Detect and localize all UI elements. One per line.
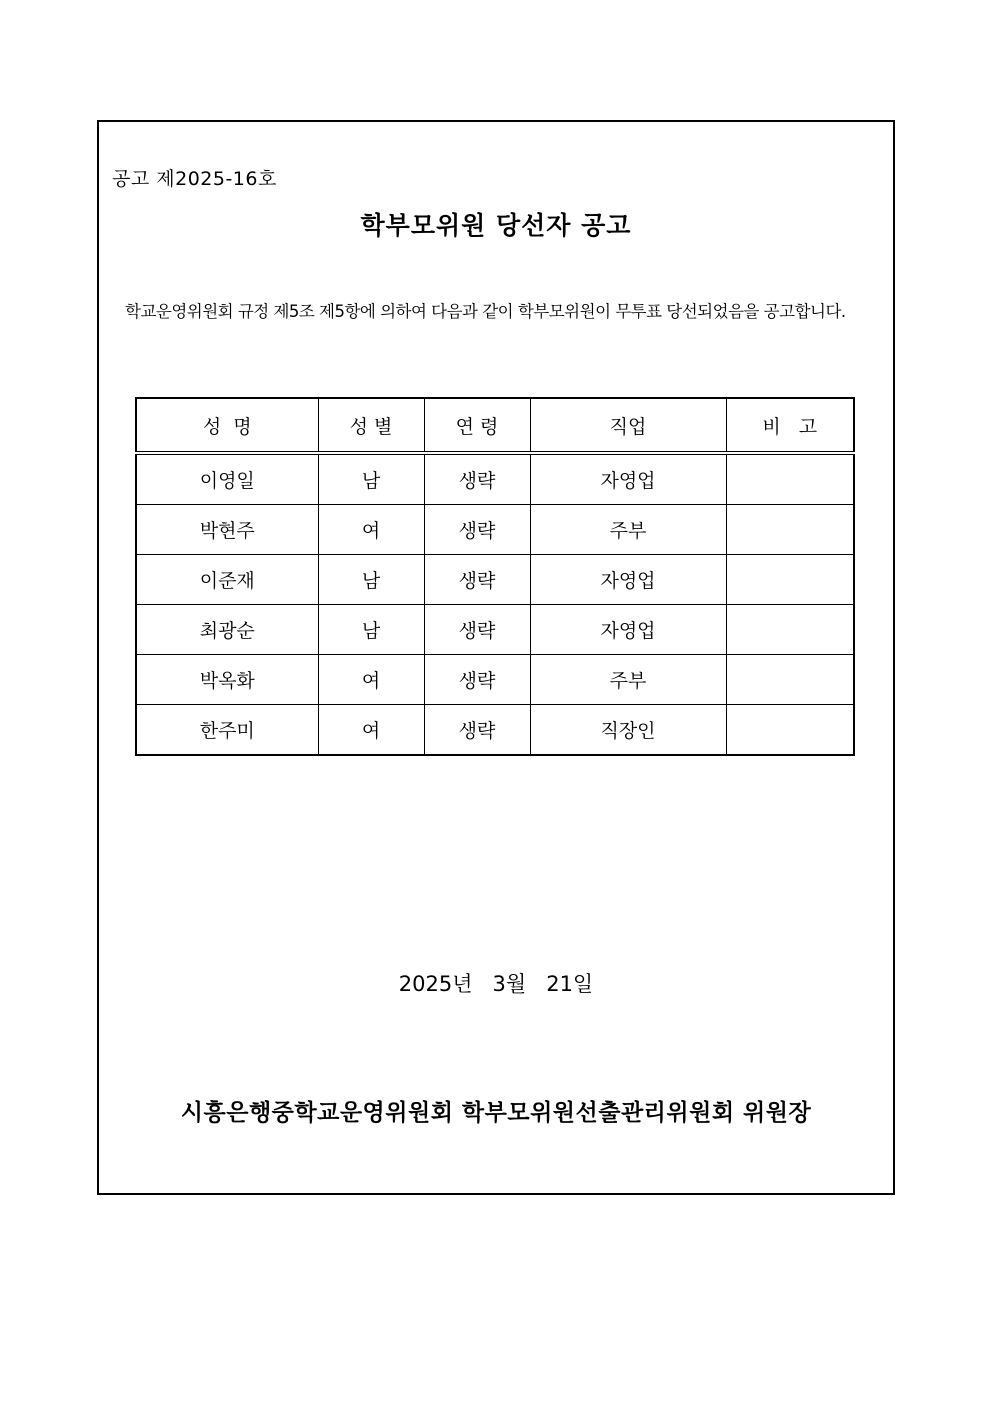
column-header-age: 연 령 xyxy=(424,398,530,453)
cell-gender: 남 xyxy=(318,453,424,505)
cell-remarks xyxy=(726,453,854,505)
signer-title: 시흥은행중학교운영위원회 학부모위원선출관리위원회 위원장 xyxy=(180,1100,812,1126)
table-row xyxy=(136,505,854,555)
cell-gender: 남 xyxy=(318,605,424,655)
cell-occupation: 자영업 xyxy=(530,555,726,605)
cell-gender: 여 xyxy=(318,705,424,756)
announcement-body-text: 학교운영위원회 규정 제5조 제5항에 의하여 다음과 같이 학부모위원이 무투표 당선되었음을 공고합니다. xyxy=(125,302,846,321)
table-header-row xyxy=(136,398,854,453)
cell-occupation: 주부 xyxy=(530,655,726,705)
cell-remarks xyxy=(726,605,854,655)
table-row xyxy=(136,453,854,505)
cell-name: 박옥화 xyxy=(136,655,318,705)
announcement-number: 공고 제2025-16호 xyxy=(112,168,277,190)
cell-remarks xyxy=(726,555,854,605)
cell-name: 이영일 xyxy=(136,453,318,505)
column-header-name: 성 명 xyxy=(136,398,318,453)
cell-gender: 남 xyxy=(318,555,424,605)
cell-gender: 여 xyxy=(318,505,424,555)
table-row xyxy=(136,555,854,605)
cell-age: 생략 xyxy=(424,505,530,555)
cell-remarks xyxy=(726,705,854,756)
column-header-gender: 성 별 xyxy=(318,398,424,453)
announcement-date: 2025년 3월 21일 xyxy=(398,972,594,996)
cell-remarks xyxy=(726,655,854,705)
document-title: 학부모위원 당선자 공고 xyxy=(360,211,632,240)
cell-remarks xyxy=(726,505,854,555)
elected-members-table xyxy=(135,397,855,756)
cell-occupation: 주부 xyxy=(530,505,726,555)
cell-age: 생략 xyxy=(424,555,530,605)
table-row xyxy=(136,705,854,756)
cell-age: 생략 xyxy=(424,605,530,655)
column-header-occupation: 직업 xyxy=(530,398,726,453)
cell-occupation: 직장인 xyxy=(530,705,726,756)
table-row xyxy=(136,655,854,705)
cell-name: 한주미 xyxy=(136,705,318,756)
cell-name: 박현주 xyxy=(136,505,318,555)
column-header-remarks: 비 고 xyxy=(726,398,854,453)
cell-age: 생략 xyxy=(424,705,530,756)
cell-name: 이준재 xyxy=(136,555,318,605)
document-border-frame xyxy=(97,120,895,1195)
cell-name: 최광순 xyxy=(136,605,318,655)
cell-age: 생략 xyxy=(424,453,530,505)
table-row xyxy=(136,605,854,655)
cell-occupation: 자영업 xyxy=(530,453,726,505)
cell-occupation: 자영업 xyxy=(530,605,726,655)
cell-age: 생략 xyxy=(424,655,530,705)
cell-gender: 여 xyxy=(318,655,424,705)
